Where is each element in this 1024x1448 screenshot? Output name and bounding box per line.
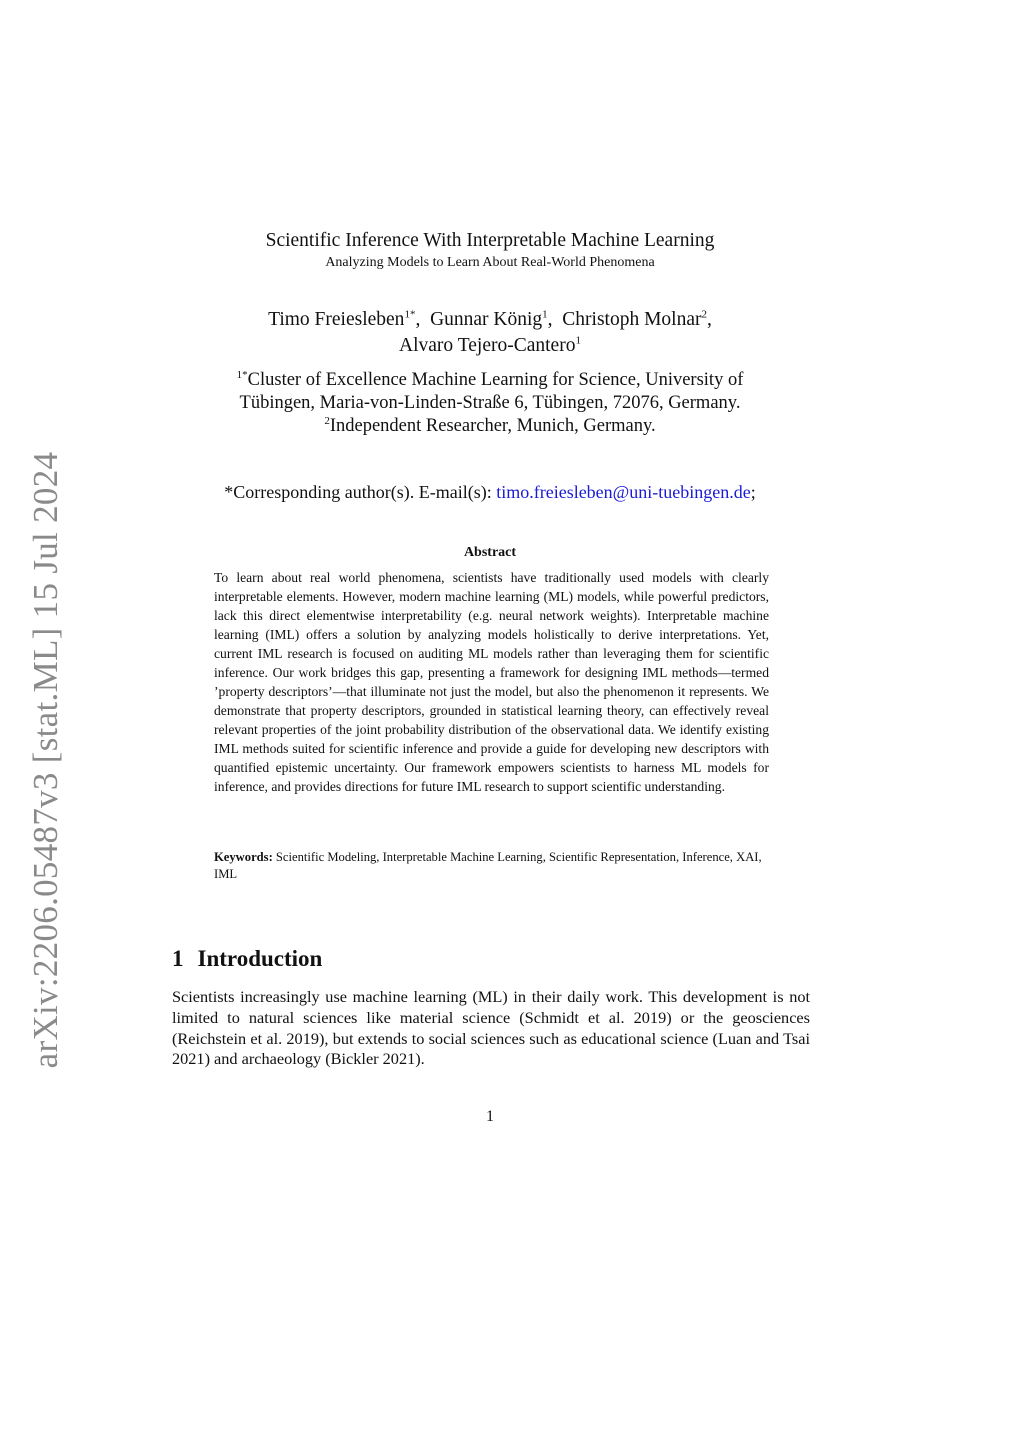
author-name: Gunnar König (430, 309, 543, 330)
author-name: Timo Freiesleben (268, 309, 405, 330)
author-name: Christoph Molnar (562, 309, 702, 330)
author-affiliation-mark: 1* (404, 308, 416, 321)
abstract-text: To learn about real world phenomena, scientists have traditionally used models with clearly interpretable elements. However, modern machine learning (ML) models, while powerful predictors, lack this direct elementwise interpretability (e.g. neural network weights). Interpretable machine learning (IML) offers a solution by analyzing models holistically to derive interpretations. Yet, current IML research is focused on auditing ML models rather than leveraging them for scientific inference. Our work bridges this gap, presenting a framework for designing IML methods—termed ’property descriptors’—that illuminate not just the model, but also the phenomenon it represents. We demonstrate that property descriptors, grounded in statistical learning theory, can effectively reveal relevant properties of the joint probability distribution of the observational data. We identify existing IML methods suited for scientific inference and provide a guide for developing new descriptors with quantified epistemic uncertainty. Our framework empowers scientists to harness ML models for inference, and provides directions for future IML research to support scientific understanding. (214, 570, 769, 794)
author-line-1: Timo Freiesleben$^{1*}$, Gunnar König$^1$, Christoph Molnar$^2$, (268, 308, 712, 330)
author-list (190, 307, 790, 359)
section-number: 1 (172, 946, 184, 971)
author-affiliation-mark: 1 (542, 308, 548, 321)
affiliation-mark: 1* (236, 368, 248, 381)
corresponding-author-line (150, 481, 830, 503)
corresponding-label: *Corresponding author(s). E-mail(s): (224, 482, 497, 502)
section-heading-introduction (172, 944, 322, 974)
author-affiliation-mark: 1 (575, 334, 581, 347)
page-number: 1 (486, 1108, 494, 1125)
keywords-label: Keywords: (214, 850, 273, 864)
affiliation-mark: 2 (324, 414, 330, 427)
author-name: Alvaro Tejero-Cantero (399, 335, 576, 356)
paper-title: Scientific Inference With Interpretable Machine Learning (265, 230, 715, 251)
arxiv-identifier-stamp: arXiv:2206.05487v3 [stat.ML] 15 Jul 2024 (26, 451, 65, 1069)
paper-subtitle: Analyzing Models to Learn About Real-World Phenomena (325, 255, 655, 270)
section-title: Introduction (197, 946, 323, 971)
affiliation-2 (190, 415, 790, 438)
keywords-text: Scientific Modeling, Interpretable Machine Learning, Scientific Representation, Inference, XAI, IML (214, 850, 762, 881)
affiliations (190, 369, 790, 438)
keywords (214, 849, 769, 882)
email-link[interactable]: timo.freiesleben@uni-tuebingen.de (496, 482, 751, 502)
affiliation-text: Independent Researcher, Munich, Germany. (329, 416, 656, 436)
author-line-2 (190, 333, 790, 359)
affiliation-1-line-1 (190, 369, 790, 392)
abstract-heading: Abstract (463, 545, 517, 560)
corresponding-suffix: ; (750, 482, 756, 502)
affiliation-1-line-2: Tübingen, Maria-von-Linden-Straße 6, Tübingen, 72076, Germany. (239, 393, 741, 413)
author-affiliation-mark: 2 (701, 308, 708, 321)
introduction-paragraph: Scientists increasingly use machine learning (ML) in their daily work. This development is not limited to natural sciences like material science (Schmidt et al. 2019) or the geosciences (Reichstein et al. 2019), but extends to social sciences such as educational science (Luan and Tsai 2021) and archaeology (Bickler 2021). (172, 987, 810, 1069)
affiliation-text: Cluster of Excellence Machine Learning for Science, University of (247, 370, 744, 390)
